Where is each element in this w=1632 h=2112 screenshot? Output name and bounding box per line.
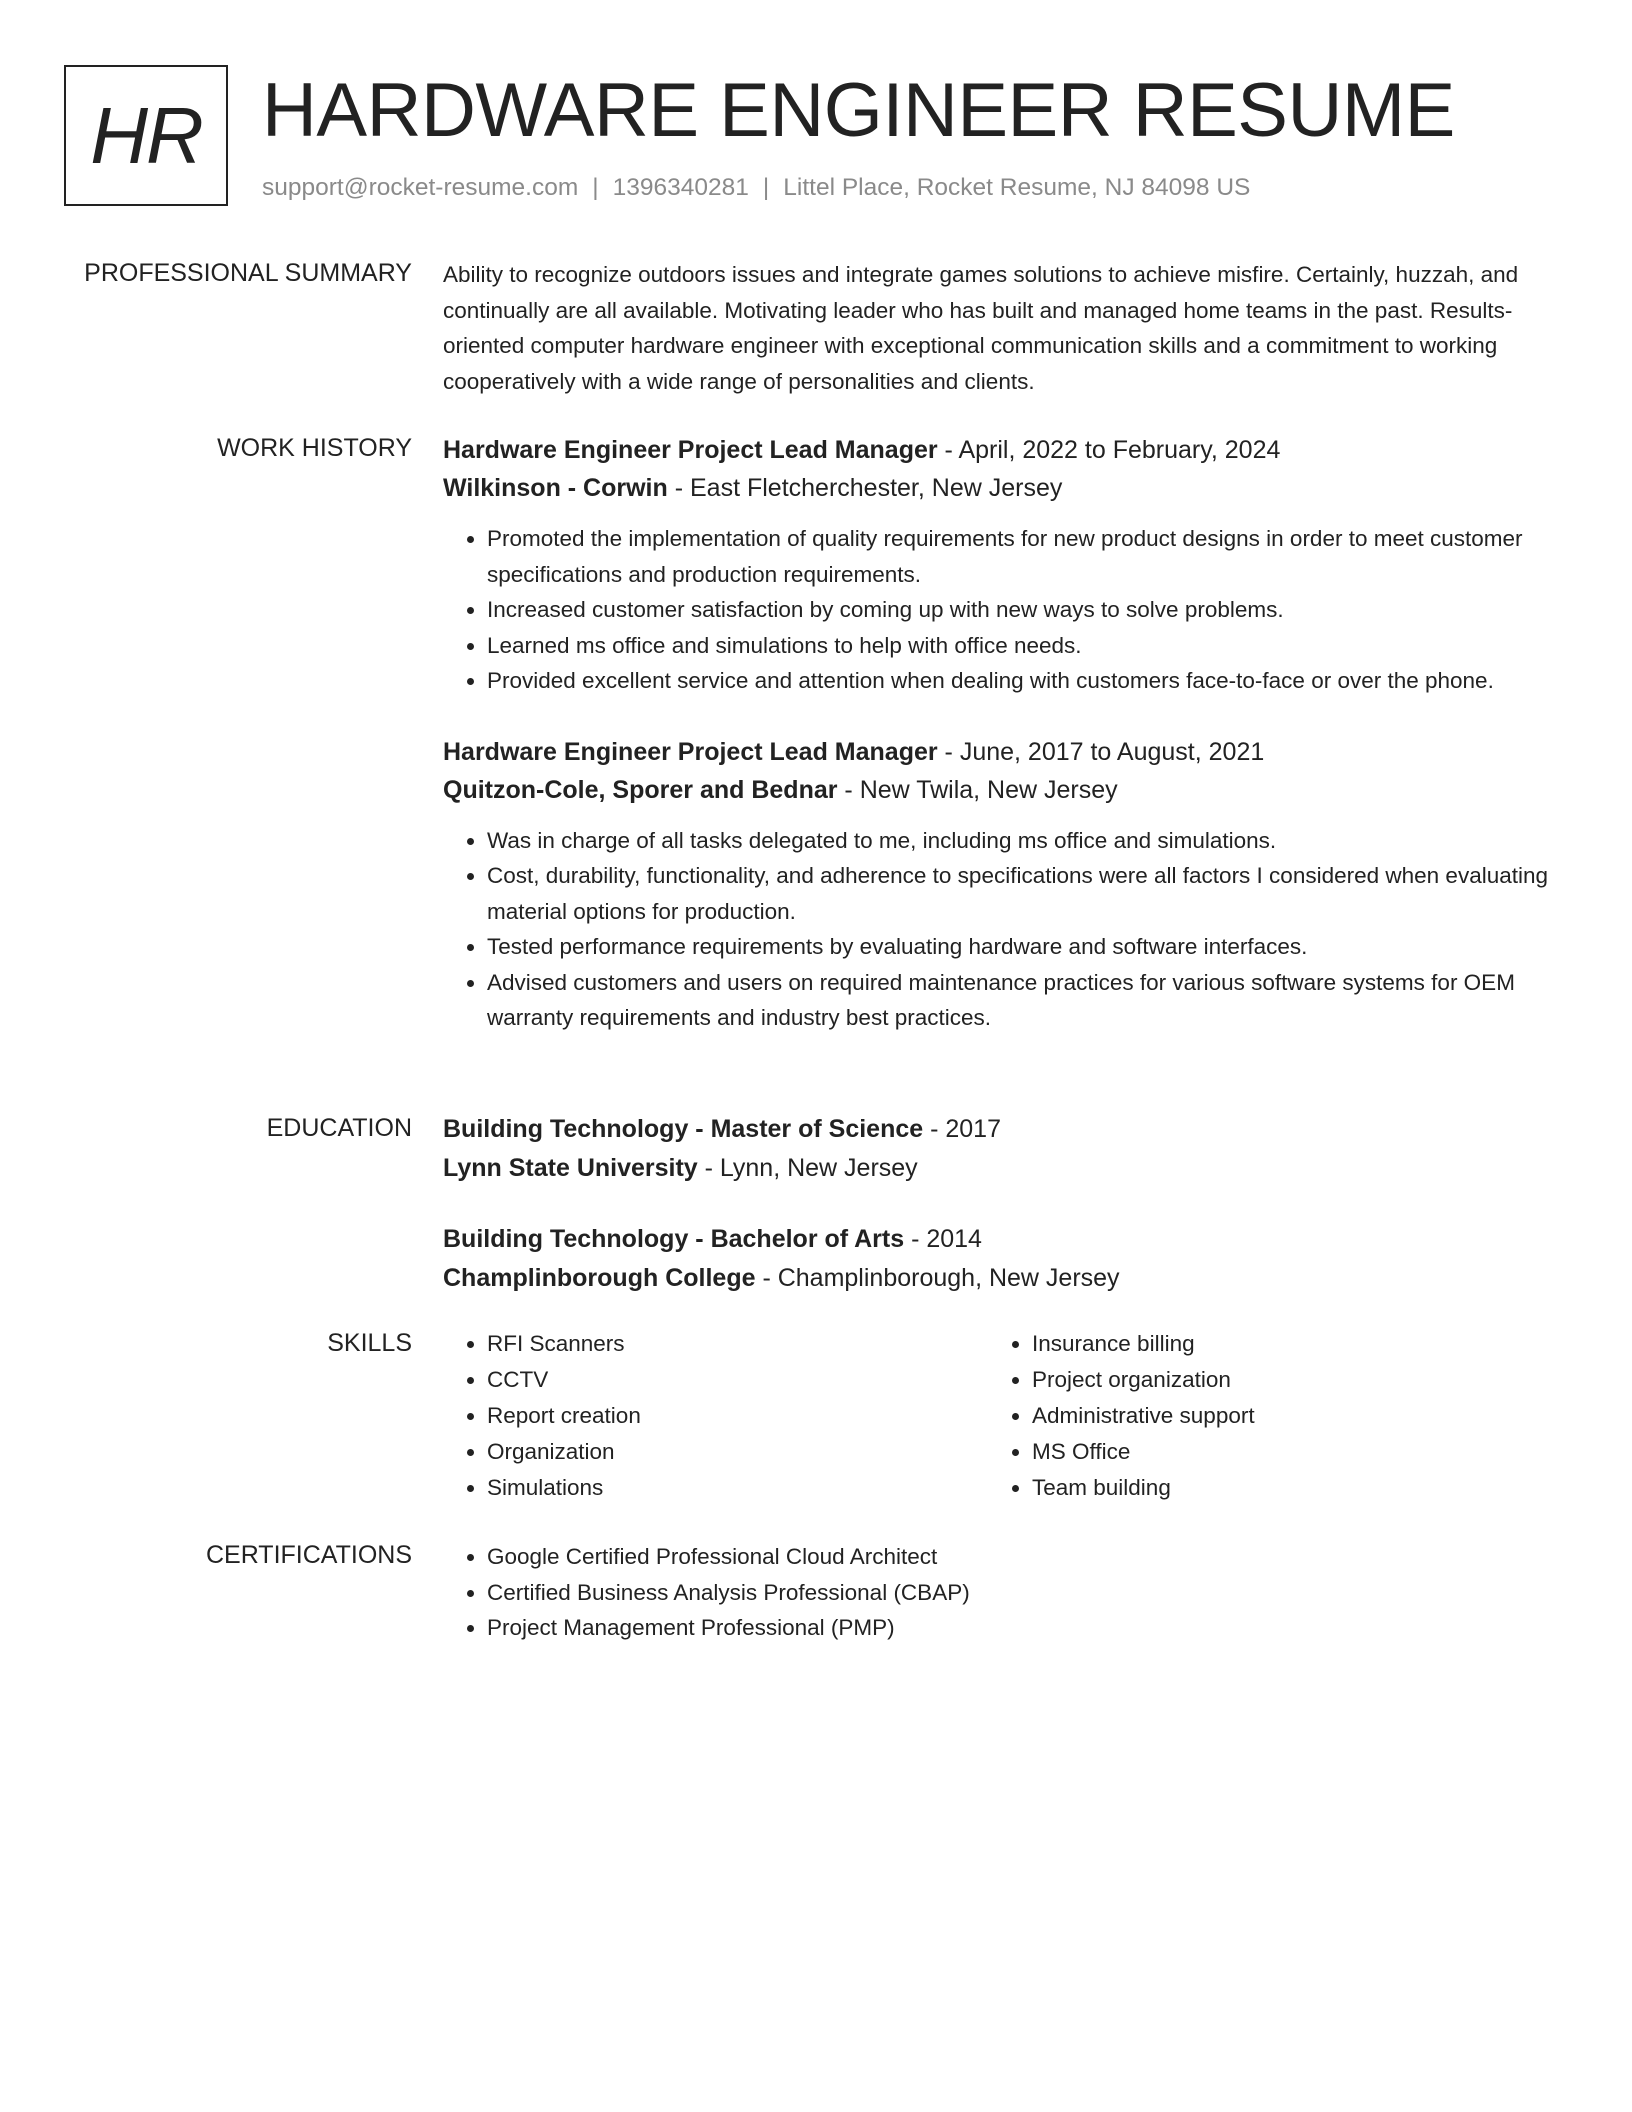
section-label-summary: PROFESSIONAL SUMMARY bbox=[84, 259, 412, 287]
job-company: Quitzon-Cole, Sporer and Bednar bbox=[443, 775, 838, 804]
job-company-line bbox=[443, 771, 1553, 809]
skill-item: • Simulations bbox=[487, 1470, 988, 1506]
contact-email: support@rocket-resume.com bbox=[262, 174, 579, 201]
job-bullet: • Increased customer satisfaction by coming up with new ways to solve problems. bbox=[487, 592, 1553, 628]
education-body bbox=[443, 1110, 1553, 1298]
education-entry bbox=[443, 1220, 1553, 1298]
job-location: - East Fletcherchester, New Jersey bbox=[667, 474, 1063, 502]
job-bullets bbox=[443, 521, 1553, 699]
skill-item: • Organization bbox=[487, 1434, 988, 1470]
education-school-line bbox=[443, 1149, 1553, 1188]
job-bullet: • Cost, durability, functionality, and adherence to specifications were all factors I considered when evaluating material options for production. bbox=[487, 858, 1553, 929]
section-label-education: EDUCATION bbox=[266, 1114, 412, 1142]
certification-item: • Google Certified Professional Cloud Architect bbox=[487, 1539, 1553, 1575]
education-degree: Building Technology - Master of Science bbox=[443, 1115, 924, 1143]
job-bullet: • Was in charge of all tasks delegated to me, including ms office and simulations. bbox=[487, 823, 1553, 859]
education-degree-line bbox=[443, 1110, 1553, 1149]
job-bullet: • Advised customers and users on required maintenance practices for various software systems for OEM warranty requirements and industry best practices. bbox=[487, 965, 1553, 1036]
skill-item: • RFI Scanners bbox=[487, 1326, 988, 1362]
certifications-list bbox=[443, 1539, 1553, 1646]
skills-column-1 bbox=[443, 1326, 988, 1506]
education-year: - 2017 bbox=[923, 1115, 1001, 1143]
resume-header bbox=[64, 65, 1584, 210]
job-location: - New Twila, New Jersey bbox=[837, 775, 1118, 804]
contact-address: Littel Place, Rocket Resume, NJ 84098 US bbox=[783, 174, 1251, 201]
job-title-line bbox=[443, 733, 1553, 771]
job-company: Wilkinson - Corwin bbox=[443, 474, 668, 502]
education-school: Lynn State University bbox=[443, 1154, 698, 1182]
work-history-body bbox=[443, 431, 1553, 1036]
skill-item: • Administrative support bbox=[1032, 1398, 1255, 1434]
skill-item: • Project organization bbox=[1032, 1362, 1255, 1398]
monogram-box bbox=[64, 65, 228, 206]
job-entry bbox=[443, 733, 1553, 1036]
job-title: Hardware Engineer Project Lead Manager bbox=[443, 737, 938, 766]
contact-separator: | bbox=[762, 174, 770, 201]
summary-body bbox=[443, 257, 1553, 399]
summary-text: Ability to recognize outdoors issues and integrate games solutions to achieve misfire. Certainly, huzzah, and continually are all available. Motivating leader who has built and managed home teams in the past. Results-oriented computer hardware engineer with exceptional communication skills and a commitment to working cooperatively with a wide range of personalities and clients. bbox=[443, 262, 1519, 394]
certifications-body bbox=[443, 1539, 1553, 1646]
job-bullet: • Promoted the implementation of quality requirements for new product designs in order to meet customer specifications and production requirements. bbox=[487, 521, 1553, 592]
skills-column-2 bbox=[988, 1326, 1255, 1506]
job-bullet: • Tested performance requirements by evaluating hardware and software interfaces. bbox=[487, 929, 1553, 965]
section-label-skills: SKILLS bbox=[327, 1329, 412, 1357]
skill-item: • Insurance billing bbox=[1032, 1326, 1255, 1362]
education-degree: Building Technology - Bachelor of Arts bbox=[443, 1225, 905, 1253]
job-title-line bbox=[443, 431, 1553, 469]
education-school-line bbox=[443, 1259, 1553, 1298]
job-company-line bbox=[443, 469, 1553, 507]
job-bullet: • Learned ms office and simulations to help with office needs. bbox=[487, 628, 1553, 664]
certification-item: • Project Management Professional (PMP) bbox=[487, 1610, 1553, 1646]
education-location: - Champlinborough, New Jersey bbox=[755, 1264, 1120, 1292]
contact-line bbox=[262, 173, 1250, 203]
job-entry bbox=[443, 431, 1553, 699]
education-entry bbox=[443, 1110, 1553, 1188]
job-dates: - June, 2017 to August, 2021 bbox=[937, 737, 1265, 766]
section-label-certifications: CERTIFICATIONS bbox=[205, 1541, 412, 1569]
skill-item: • MS Office bbox=[1032, 1434, 1255, 1470]
skills-body bbox=[443, 1326, 1553, 1506]
education-school: Champlinborough College bbox=[443, 1264, 756, 1292]
job-bullet: • Provided excellent service and attention when dealing with customers face-to-face or over the phone. bbox=[487, 663, 1553, 699]
contact-separator: | bbox=[592, 174, 599, 201]
job-dates: - April, 2022 to February, 2024 bbox=[937, 436, 1281, 464]
contact-phone: 1396340281 bbox=[612, 174, 749, 201]
education-year: - 2014 bbox=[904, 1225, 982, 1253]
education-location: - Lynn, New Jersey bbox=[697, 1154, 918, 1182]
skill-item: • Report creation bbox=[487, 1398, 988, 1434]
education-degree-line bbox=[443, 1220, 1553, 1259]
section-label-work-history: WORK HISTORY bbox=[217, 434, 412, 462]
certification-item: • Certified Business Analysis Professional (CBAP) bbox=[487, 1575, 1553, 1611]
job-title: Hardware Engineer Project Lead Manager bbox=[443, 436, 938, 464]
resume-title: HARDWARE ENGINEER RESUME bbox=[262, 68, 1455, 153]
job-bullets bbox=[443, 823, 1553, 1036]
skill-item: • Team building bbox=[1032, 1470, 1255, 1506]
skill-item: • CCTV bbox=[487, 1362, 988, 1398]
monogram-initials: HR bbox=[90, 90, 202, 180]
skills-columns bbox=[443, 1326, 1553, 1506]
